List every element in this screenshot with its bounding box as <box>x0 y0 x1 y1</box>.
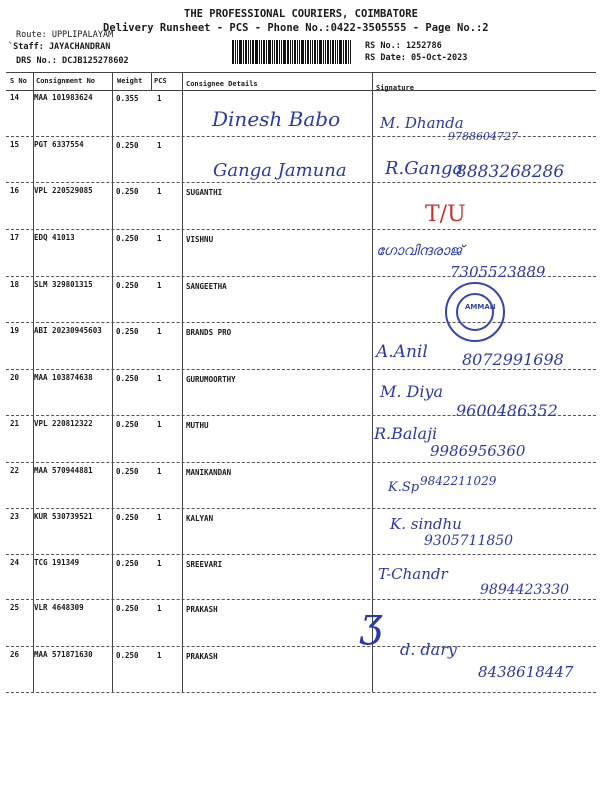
cell-weight: 0.250 <box>116 467 139 476</box>
phone-number: 9600486352 <box>456 401 558 420</box>
cell-consignment: VPL 220812322 <box>34 419 93 428</box>
barcode-bar <box>343 40 344 64</box>
barcode-bar <box>305 40 306 64</box>
cell-sno: 25 <box>10 603 20 612</box>
cell-weight: 0.250 <box>116 141 139 150</box>
phone-number: 8883268286 <box>456 162 565 182</box>
row-separator <box>6 554 596 555</box>
barcode-bar <box>292 40 293 64</box>
header-bottom-rule <box>6 90 596 91</box>
cell-weight: 0.250 <box>116 513 139 522</box>
cell-pcs: 1 <box>157 513 162 522</box>
cell-consignment: VPL 220529085 <box>34 186 93 195</box>
barcode-bar <box>301 40 304 64</box>
cell-pcs: 1 <box>157 281 162 290</box>
cell-consignee: SUGANTHI <box>186 188 223 197</box>
cell-sno: 14 <box>10 93 20 102</box>
cell-consignee: BRANDS PRO <box>186 328 232 337</box>
cell-consignment: MAA 570944881 <box>34 466 93 475</box>
cell-sno: 20 <box>10 373 20 382</box>
cell-weight: 0.250 <box>116 604 139 613</box>
barcode-bar <box>310 40 311 64</box>
staff-label: `Staff: JAYACHANDRAN <box>8 42 111 52</box>
signature: ഗോവിന്ദരാജ് <box>376 243 463 259</box>
barcode-bar <box>319 40 322 64</box>
barcode-bar <box>317 40 318 64</box>
cell-sno: 16 <box>10 186 20 195</box>
barcode-bar <box>325 40 326 64</box>
cell-weight: 0.250 <box>116 651 139 660</box>
stamp-text: AMMAN <box>465 303 496 311</box>
row-separator <box>6 462 596 463</box>
phone-number: 9894423330 <box>480 582 570 598</box>
col-divider <box>151 72 152 90</box>
cell-weight: 0.250 <box>116 374 139 383</box>
cell-consignment: ABI 20230945603 <box>34 326 102 335</box>
cell-pcs: 1 <box>157 141 162 150</box>
phone-number: 9986956360 <box>430 442 526 460</box>
barcode-bar <box>245 40 247 64</box>
cell-consignment: MAA 103874638 <box>34 373 93 382</box>
col-header-sno: S No <box>10 77 27 85</box>
cell-weight: 0.250 <box>116 559 139 568</box>
row-separator <box>6 646 596 647</box>
phone-number: 8438618447 <box>478 663 574 681</box>
cell-consignment: MAA 101983624 <box>34 93 93 102</box>
company-title: THE PROFESSIONAL COURIERS, COIMBATORE <box>184 8 418 20</box>
cell-pcs: 1 <box>157 559 162 568</box>
barcode <box>232 40 358 64</box>
barcode-bar <box>283 40 286 64</box>
barcode-bar <box>248 40 249 64</box>
cell-sno: 26 <box>10 650 20 659</box>
cell-pcs: 1 <box>157 420 162 429</box>
col-header-consignee: Consignee Details <box>186 80 258 88</box>
col-header-weight: Weight <box>117 77 143 85</box>
phone-number: 9842211029 <box>420 474 497 488</box>
signature-scribble: ʒ <box>360 600 383 646</box>
cell-weight: 0.250 <box>116 234 139 243</box>
cell-pcs: 1 <box>157 467 162 476</box>
barcode-bar <box>339 40 342 64</box>
barcode-bar <box>335 40 336 64</box>
runsheet-title: Delivery Runsheet - PCS - Phone No.:0422-3505555 - Page No.:2 <box>103 22 489 34</box>
cell-consignment: MAA 571871630 <box>34 650 93 659</box>
barcode-bar <box>294 40 296 64</box>
consignee-handwritten: Ganga Jamuna <box>213 160 347 181</box>
signature: A.Anil <box>376 342 428 362</box>
cell-consignee: PRAKASH <box>186 652 218 661</box>
barcode-bar <box>299 40 300 64</box>
barcode-bar <box>232 40 234 64</box>
barcode-bar <box>252 40 254 64</box>
cell-weight: 0.250 <box>116 327 139 336</box>
cell-consignee: GURUMOORTHY <box>186 375 236 384</box>
barcode-bar <box>237 40 238 64</box>
cell-pcs: 1 <box>157 187 162 196</box>
cell-consignee: SANGEETHA <box>186 282 227 291</box>
barcode-bar <box>327 40 329 64</box>
cell-consignee: VISHNU <box>186 235 214 244</box>
row-separator <box>6 322 596 323</box>
cell-sno: 18 <box>10 280 20 289</box>
cell-sno: 19 <box>10 326 20 335</box>
cell-consignment: SLM 329801315 <box>34 280 93 289</box>
cell-pcs: 1 <box>157 234 162 243</box>
cell-sno: 24 <box>10 558 20 567</box>
row-separator <box>6 182 596 183</box>
cell-weight: 0.250 <box>116 281 139 290</box>
cell-weight: 0.355 <box>116 94 139 103</box>
barcode-bar <box>263 40 265 64</box>
barcode-bar <box>348 40 349 64</box>
route-label: Route: UPPLIPALAYAM <box>16 30 114 40</box>
cell-pcs: 1 <box>157 374 162 383</box>
col-header-consignment: Consignment No <box>36 77 96 85</box>
barcode-bar <box>259 40 260 64</box>
signature: d. dary <box>400 640 457 659</box>
cell-pcs: 1 <box>157 604 162 613</box>
cell-weight: 0.250 <box>116 187 139 196</box>
barcode-bar <box>279 40 280 64</box>
barcode-bar <box>281 40 282 64</box>
barcode-bar <box>314 40 316 64</box>
signature: K. sindhu <box>390 515 462 533</box>
cell-consignment: EDQ 41013 <box>34 233 75 242</box>
cell-consignment: PGT 6337554 <box>34 140 84 149</box>
barcode-bar <box>330 40 331 64</box>
signature: T-Chandr <box>378 565 448 583</box>
cell-consignee: KALYAN <box>186 514 214 523</box>
cell-pcs: 1 <box>157 94 162 103</box>
row-separator <box>6 508 596 509</box>
phone-number: 9788604727 <box>448 130 518 143</box>
cell-consignee: PRAKASH <box>186 605 218 614</box>
barcode-bar <box>243 40 244 64</box>
barcode-bar <box>287 40 289 64</box>
cell-sno: 21 <box>10 419 20 428</box>
barcode-bar <box>255 40 258 64</box>
rs-date: RS Date: 05-Oct-2023 <box>365 53 468 63</box>
signature: K.Sp <box>388 480 420 495</box>
barcode-bar <box>345 40 347 64</box>
barcode-bar <box>297 40 298 64</box>
cell-consignee: MANIKANDAN <box>186 468 232 477</box>
row-separator <box>6 692 596 693</box>
barcode-bar <box>307 40 309 64</box>
table-top-rule <box>6 72 596 73</box>
barcode-bar <box>239 40 242 64</box>
drs-number: DRS No.: DCJB125278602 <box>16 56 129 66</box>
barcode-bar <box>312 40 313 64</box>
barcode-bar <box>250 40 251 64</box>
consignee-handwritten: Dinesh Babo <box>212 107 341 131</box>
barcode-bar <box>323 40 324 64</box>
barcode-bar <box>290 40 291 64</box>
cell-consignment: TCG 191349 <box>34 558 80 567</box>
cell-sno: 23 <box>10 512 20 521</box>
cell-consignee: MUTHU <box>186 421 209 430</box>
cell-consignment: KUR 530739521 <box>34 512 93 521</box>
barcode-bar <box>276 40 278 64</box>
barcode-bar <box>350 40 351 64</box>
barcode-bar <box>268 40 271 64</box>
phone-number: 9305711850 <box>424 533 514 549</box>
signature: M. Diya <box>380 382 444 401</box>
barcode-bar <box>337 40 338 64</box>
rs-number: RS No.: 1252786 <box>365 41 442 51</box>
cell-sno: 17 <box>10 233 20 242</box>
barcode-bar <box>332 40 334 64</box>
row-separator <box>6 369 596 370</box>
col-header-pcs: PCS <box>154 77 167 85</box>
cell-sno: 22 <box>10 466 20 475</box>
cell-consignment: VLR 4648309 <box>34 603 84 612</box>
barcode-bar <box>266 40 267 64</box>
barcode-bar <box>272 40 273 64</box>
signature: R.Ganga <box>385 158 464 179</box>
cell-pcs: 1 <box>157 651 162 660</box>
stamp-inner-ring <box>456 293 494 331</box>
cell-weight: 0.250 <box>116 420 139 429</box>
cell-consignee: SREEVARI <box>186 560 223 569</box>
phone-number: 7305523889 <box>450 263 546 281</box>
delivery-stamp <box>445 282 505 342</box>
cell-sno: 15 <box>10 140 20 149</box>
col-header-signature: Signature <box>376 84 414 92</box>
signature: R.Balaji <box>374 424 438 443</box>
cell-pcs: 1 <box>157 327 162 336</box>
barcode-bar <box>235 40 236 64</box>
signature: T/U <box>425 202 466 227</box>
signature: M. Dhanda <box>380 114 464 132</box>
row-separator <box>6 599 596 600</box>
barcode-bar <box>261 40 262 64</box>
phone-number: 8072991698 <box>462 350 564 369</box>
barcode-bar <box>274 40 275 64</box>
row-separator <box>6 229 596 230</box>
